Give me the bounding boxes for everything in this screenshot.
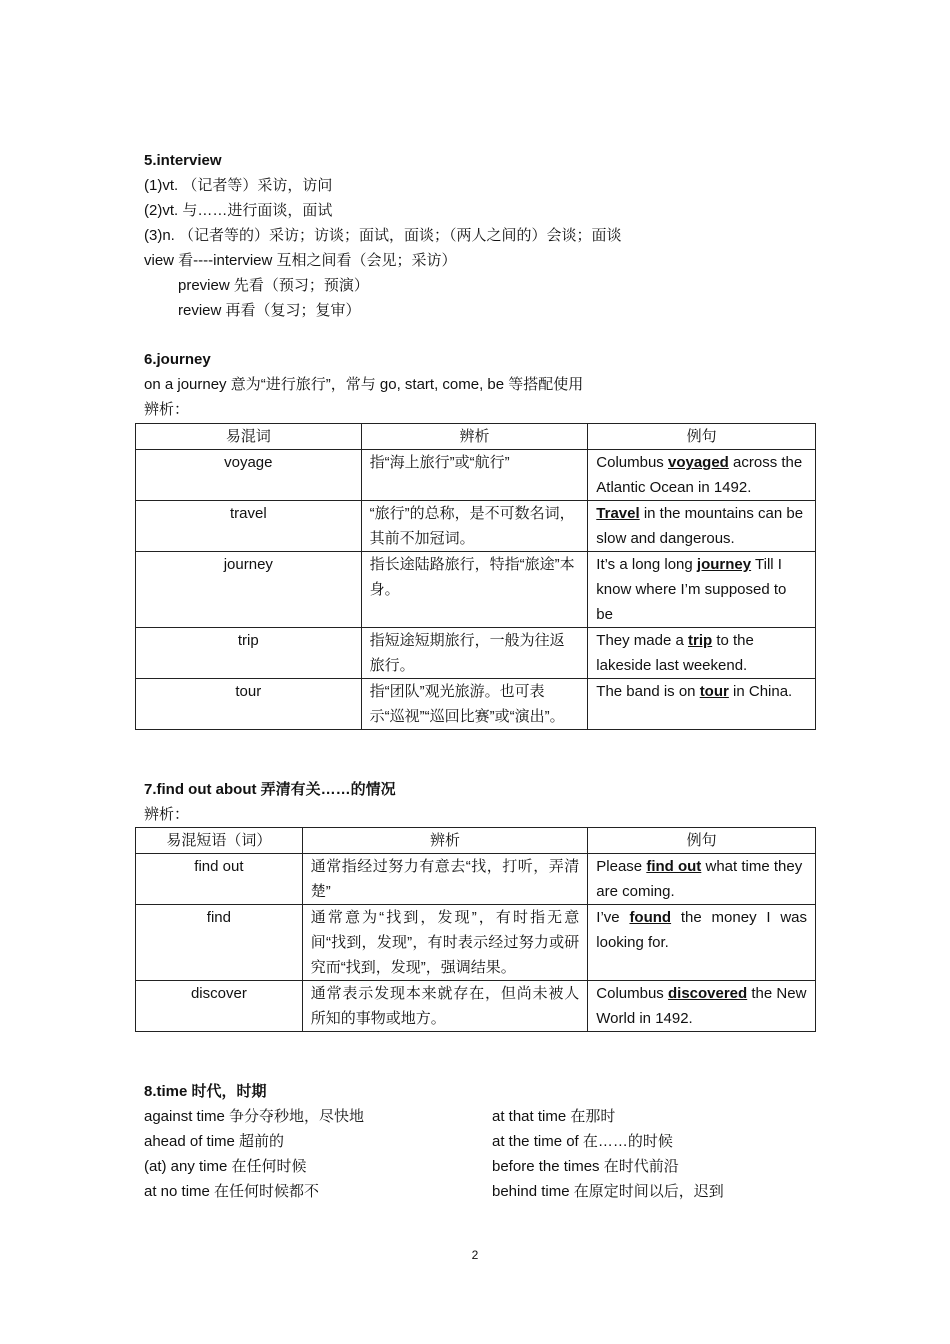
header-example: 例句: [588, 424, 816, 450]
table-row: [136, 854, 816, 905]
keyword: find out: [646, 858, 702, 875]
example-cell: Columbus discovered the New World in 1492.: [588, 981, 816, 1032]
table-row: [136, 981, 816, 1032]
example-cell: They made a trip to the lakeside last weekend.: [588, 628, 816, 679]
time-phrase-right: at the time of 在……的时候: [492, 1133, 673, 1150]
analysis-cell: 指“团队”观光旅游。也可表示“巡视”“巡回比赛”或“演出”。: [361, 679, 588, 730]
time-phrase-left: against time 争分夺秒地，尽快地: [144, 1108, 365, 1125]
analysis-label: 辨析：: [144, 806, 190, 823]
word-cell: discover: [136, 981, 303, 1032]
header-word: 易混短语（词）: [136, 828, 303, 854]
keyword: discovered: [667, 985, 748, 1002]
header-example: 例句: [588, 828, 816, 854]
example-cell: I’ve found the money I was looking for.: [588, 905, 816, 981]
preview-line: preview 先看（预习；预演）: [178, 277, 369, 294]
time-phrase-left: at no time 在任何时候都不: [144, 1183, 320, 1200]
analysis-cell: 指“海上旅行”或“航行”: [361, 450, 588, 501]
keyword: trip: [688, 632, 713, 649]
analysis-cell: 指长途陆路旅行，特指“旅途”本身。: [361, 552, 588, 628]
heading-time: 8.time 时代，时期: [144, 1083, 267, 1100]
word-cell: travel: [136, 501, 362, 552]
keyword: voyaged: [667, 454, 729, 471]
word-cell: tour: [136, 679, 362, 730]
table-row: [136, 679, 816, 730]
analysis-label: 辨析：: [144, 401, 190, 418]
heading-journey: 6.journey: [144, 351, 211, 368]
time-phrase-right: at that time 在那时: [492, 1108, 616, 1125]
header-word: 易混词: [136, 424, 362, 450]
time-phrase-left: ahead of time 超前的: [144, 1133, 285, 1150]
word-cell: voyage: [136, 450, 362, 501]
interview-def-3: (3)n. （记者等的）采访；访谈；面试，面谈；（两人之间的）会谈；面谈: [144, 227, 622, 244]
header-analysis: 辨析: [302, 828, 588, 854]
journey-usage: on a journey 意为“进行旅行”，常与 go, start, come, be 等搭配使用: [144, 376, 584, 393]
analysis-cell: 通常意为“找到，发现”，有时指无意间“找到，发现”，有时表示经过努力或研究而“找到，发现”，强调结果。: [302, 905, 588, 981]
keyword: found: [629, 909, 672, 926]
keyword: journey: [696, 556, 752, 573]
find-comparison-table: [135, 827, 816, 1032]
table-row: [136, 501, 816, 552]
word-cell: trip: [136, 628, 362, 679]
word-cell: find out: [136, 854, 303, 905]
header-analysis: 辨析: [361, 424, 588, 450]
word-cell: find: [136, 905, 303, 981]
review-line: review 再看（复习；复审）: [178, 302, 361, 319]
example-cell: It’s a long long journey Till I know where I’m supposed to be: [588, 552, 816, 628]
keyword: tour: [699, 683, 729, 700]
table-header-row: [136, 828, 816, 854]
page-number: 2: [471, 1248, 479, 1262]
word-cell: journey: [136, 552, 362, 628]
example-cell: Columbus voyaged across the Atlantic Ocean in 1492.: [588, 450, 816, 501]
analysis-cell: “旅行”的总称，是不可数名词，其前不加冠词。: [361, 501, 588, 552]
interview-def-1: (1)vt. （记者等）采访，访问: [144, 177, 333, 194]
interview-etymology: view 看----interview 互相之间看（会见；采访）: [144, 252, 457, 269]
table-row: [136, 905, 816, 981]
heading-interview: 5.interview: [144, 152, 222, 169]
journey-comparison-table: [135, 423, 816, 730]
table-row: [136, 628, 816, 679]
time-phrase-left: (at) any time 在任何时候: [144, 1158, 307, 1175]
analysis-cell: 通常表示发现本来就存在，但尚未被人所知的事物或地方。: [302, 981, 588, 1032]
time-phrase-right: before the times 在时代前沿: [492, 1158, 679, 1175]
analysis-cell: 通常指经过努力有意去“找，打听，弄清楚”: [302, 854, 588, 905]
table-row: [136, 552, 816, 628]
table-row: [136, 450, 816, 501]
heading-find-out-about: 7.find out about 弄清有关……的情况: [144, 781, 396, 798]
example-cell: Travel in the mountains can be slow and dangerous.: [588, 501, 816, 552]
time-phrase-right: behind time 在原定时间以后，迟到: [492, 1183, 724, 1200]
analysis-cell: 指短途短期旅行，一般为往返旅行。: [361, 628, 588, 679]
example-cell: Please find out what time they are coming.: [588, 854, 816, 905]
keyword: Travel: [596, 505, 640, 522]
table-header-row: [136, 424, 816, 450]
example-cell: The band is on tour in China.: [588, 679, 816, 730]
interview-def-2: (2)vt. 与……进行面谈，面试: [144, 202, 333, 219]
